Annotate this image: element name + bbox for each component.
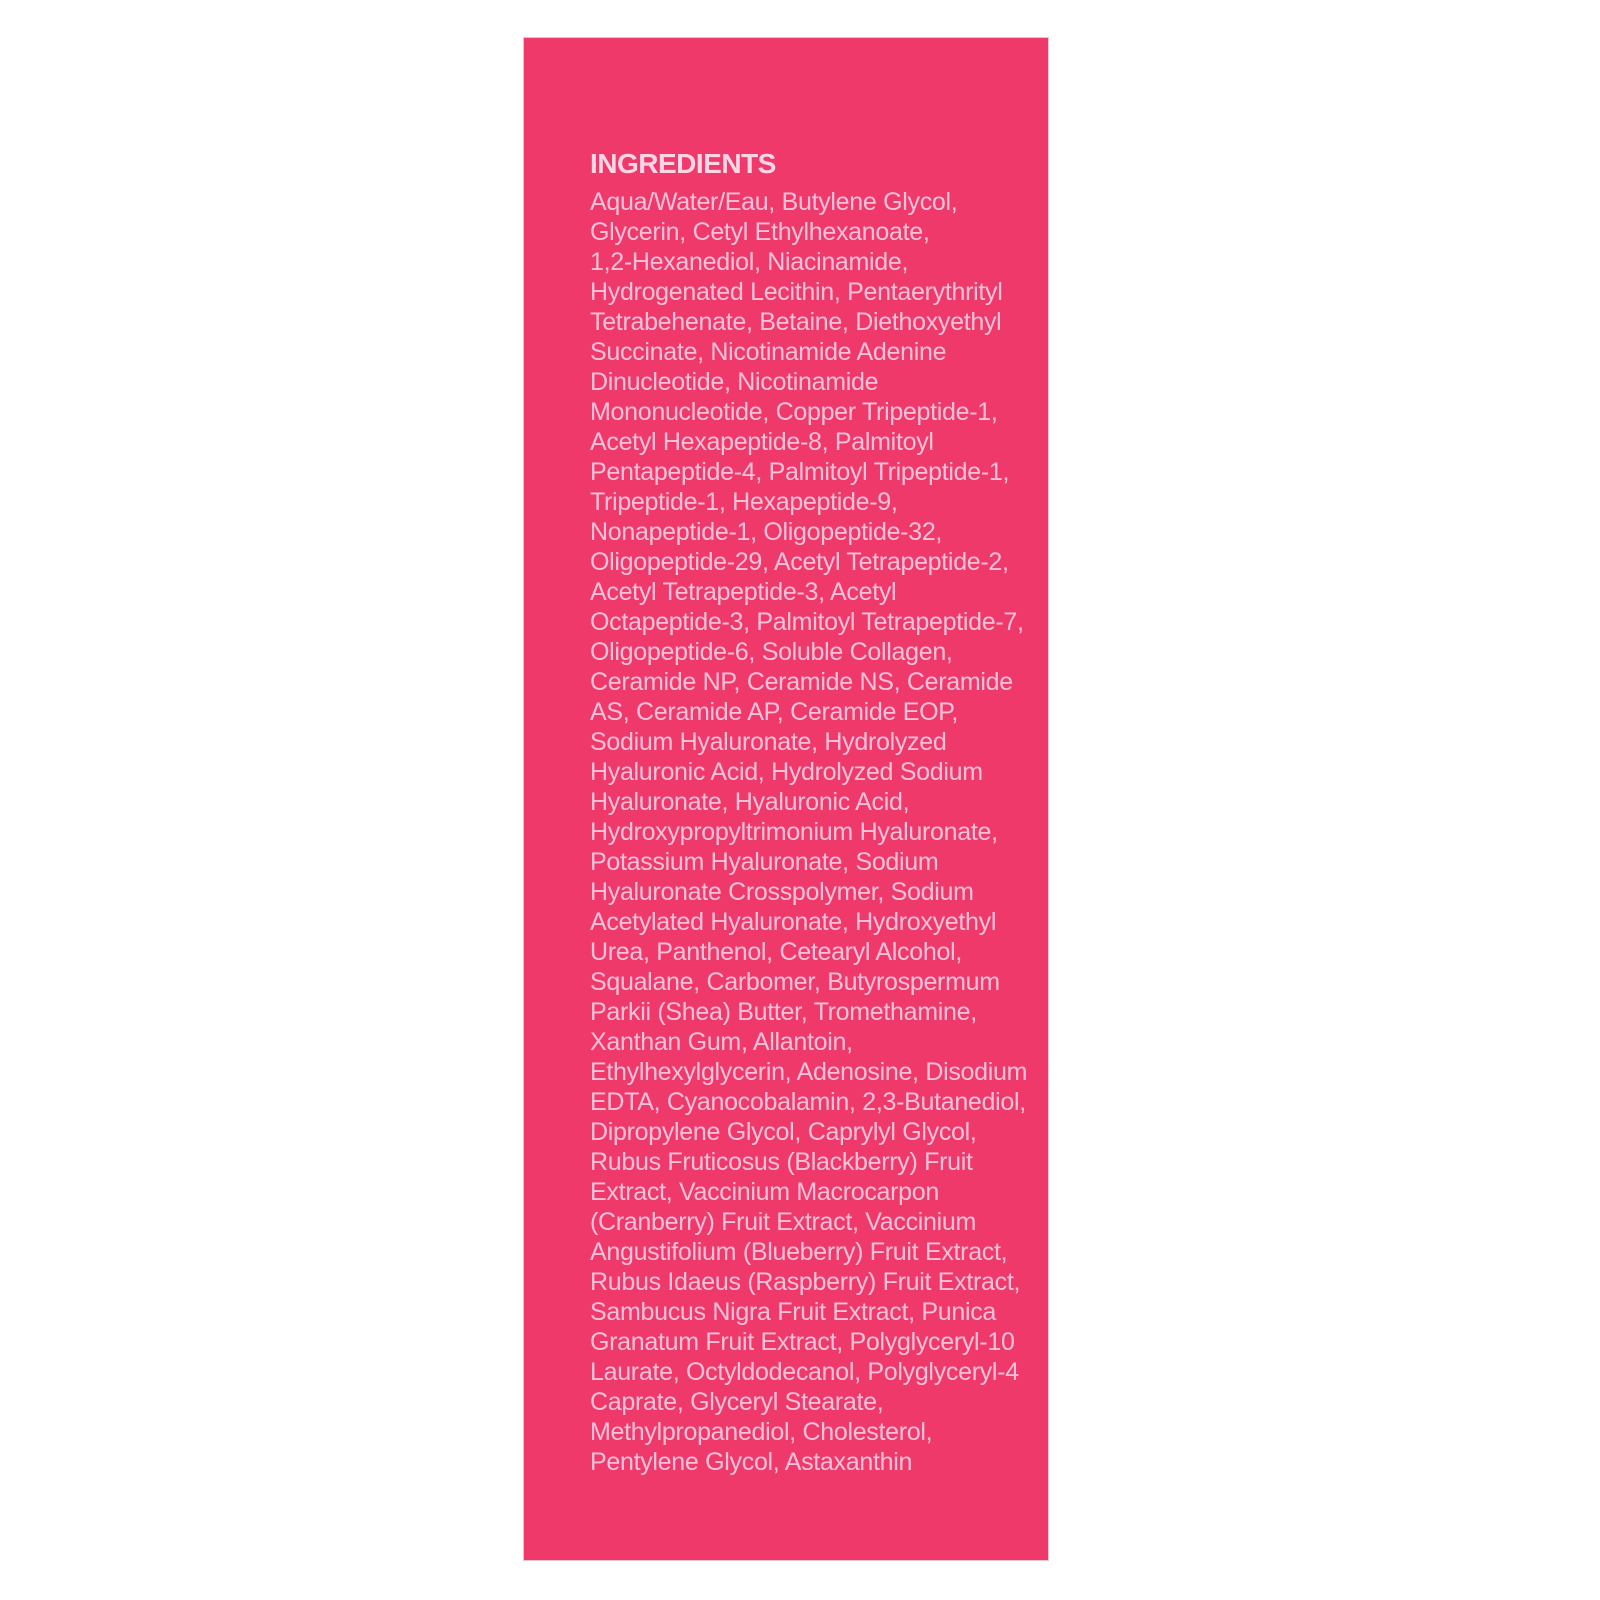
ingredient-line: Dinucleotide, Nicotinamide	[590, 368, 879, 396]
ingredient-line: (Cranberry) Fruit Extract, Vaccinium	[590, 1208, 977, 1236]
ingredient-line: Oligopeptide-29, Acetyl Tetrapeptide-2,	[590, 548, 1009, 576]
ingredient-line: Dipropylene Glycol, Caprylyl Glycol,	[590, 1118, 977, 1146]
ingredient-line: Angustifolium (Blueberry) Fruit Extract,	[590, 1238, 1008, 1266]
ingredients-content	[590, 147, 1030, 1477]
ingredient-line: Nonapeptide-1, Oligopeptide-32,	[590, 518, 943, 546]
ingredient-line: Potassium Hyaluronate, Sodium	[590, 848, 939, 876]
ingredient-line: Urea, Panthenol, Cetearyl Alcohol,	[590, 938, 962, 966]
ingredients-panel	[524, 38, 1048, 1560]
ingredient-line: Rubus Fruticosus (Blackberry) Fruit	[590, 1148, 973, 1176]
ingredient-line: Hydrogenated Lecithin, Pentaerythrityl	[590, 278, 1003, 306]
ingredient-line: Ceramide NP, Ceramide NS, Ceramide	[590, 668, 1013, 696]
ingredient-line: Ethylhexylglycerin, Adenosine, Disodium	[590, 1058, 1028, 1086]
ingredient-line: Aqua/Water/Eau, Butylene Glycol,	[590, 188, 958, 216]
ingredient-line: Acetyl Tetrapeptide-3, Acetyl	[590, 578, 897, 606]
ingredient-line: AS, Ceramide AP, Ceramide EOP,	[590, 698, 959, 726]
ingredients-heading: INGREDIENTS	[590, 148, 776, 179]
ingredient-line: EDTA, Cyanocobalamin, 2,3-Butanediol,	[590, 1088, 1026, 1116]
ingredient-line: Pentapeptide-4, Palmitoyl Tripeptide-1,	[590, 458, 1010, 486]
ingredient-line: Laurate, Octyldodecanol, Polyglyceryl-4	[590, 1358, 1019, 1386]
ingredient-line: Extract, Vaccinium Macrocarpon	[590, 1178, 939, 1206]
ingredient-line: Tetrabehenate, Betaine, Diethoxyethyl	[590, 308, 1002, 336]
ingredient-line: Hyaluronate, Hyaluronic Acid,	[590, 788, 910, 816]
ingredient-line: Sambucus Nigra Fruit Extract, Punica	[590, 1298, 997, 1326]
ingredient-line: Acetyl Hexapeptide-8, Palmitoyl	[590, 428, 934, 456]
ingredient-line: Hydroxypropyltrimonium Hyaluronate,	[590, 818, 998, 846]
ingredient-line: Parkii (Shea) Butter, Tromethamine,	[590, 998, 977, 1026]
ingredient-line: Rubus Idaeus (Raspberry) Fruit Extract,	[590, 1268, 1021, 1296]
ingredient-line: Pentylene Glycol, Astaxanthin	[590, 1448, 913, 1476]
ingredients-text	[590, 187, 1030, 1477]
ingredient-line: Xanthan Gum, Allantoin,	[590, 1028, 853, 1056]
ingredient-line: Succinate, Nicotinamide Adenine	[590, 338, 947, 366]
ingredient-line: Hyaluronate Crosspolymer, Sodium	[590, 878, 974, 906]
ingredient-line: Squalane, Carbomer, Butyrospermum	[590, 968, 1000, 996]
ingredient-line: Oligopeptide-6, Soluble Collagen,	[590, 638, 953, 666]
ingredient-line: Caprate, Glyceryl Stearate,	[590, 1388, 884, 1416]
ingredient-line: Glycerin, Cetyl Ethylhexanoate,	[590, 218, 930, 246]
ingredient-line: Mononucleotide, Copper Tripeptide-1,	[590, 398, 998, 426]
ingredient-line: Sodium Hyaluronate, Hydrolyzed	[590, 728, 947, 756]
ingredient-line: Hyaluronic Acid, Hydrolyzed Sodium	[590, 758, 983, 786]
ingredient-line: 1,2-Hexanediol, Niacinamide,	[590, 248, 909, 276]
ingredient-line: Acetylated Hyaluronate, Hydroxyethyl	[590, 908, 997, 936]
ingredient-line: Granatum Fruit Extract, Polyglyceryl-10	[590, 1328, 1015, 1356]
ingredient-line: Methylpropanediol, Cholesterol,	[590, 1418, 933, 1446]
ingredient-line: Octapeptide-3, Palmitoyl Tetrapeptide-7,	[590, 608, 1024, 636]
ingredient-line: Tripeptide-1, Hexapeptide-9,	[590, 488, 898, 516]
